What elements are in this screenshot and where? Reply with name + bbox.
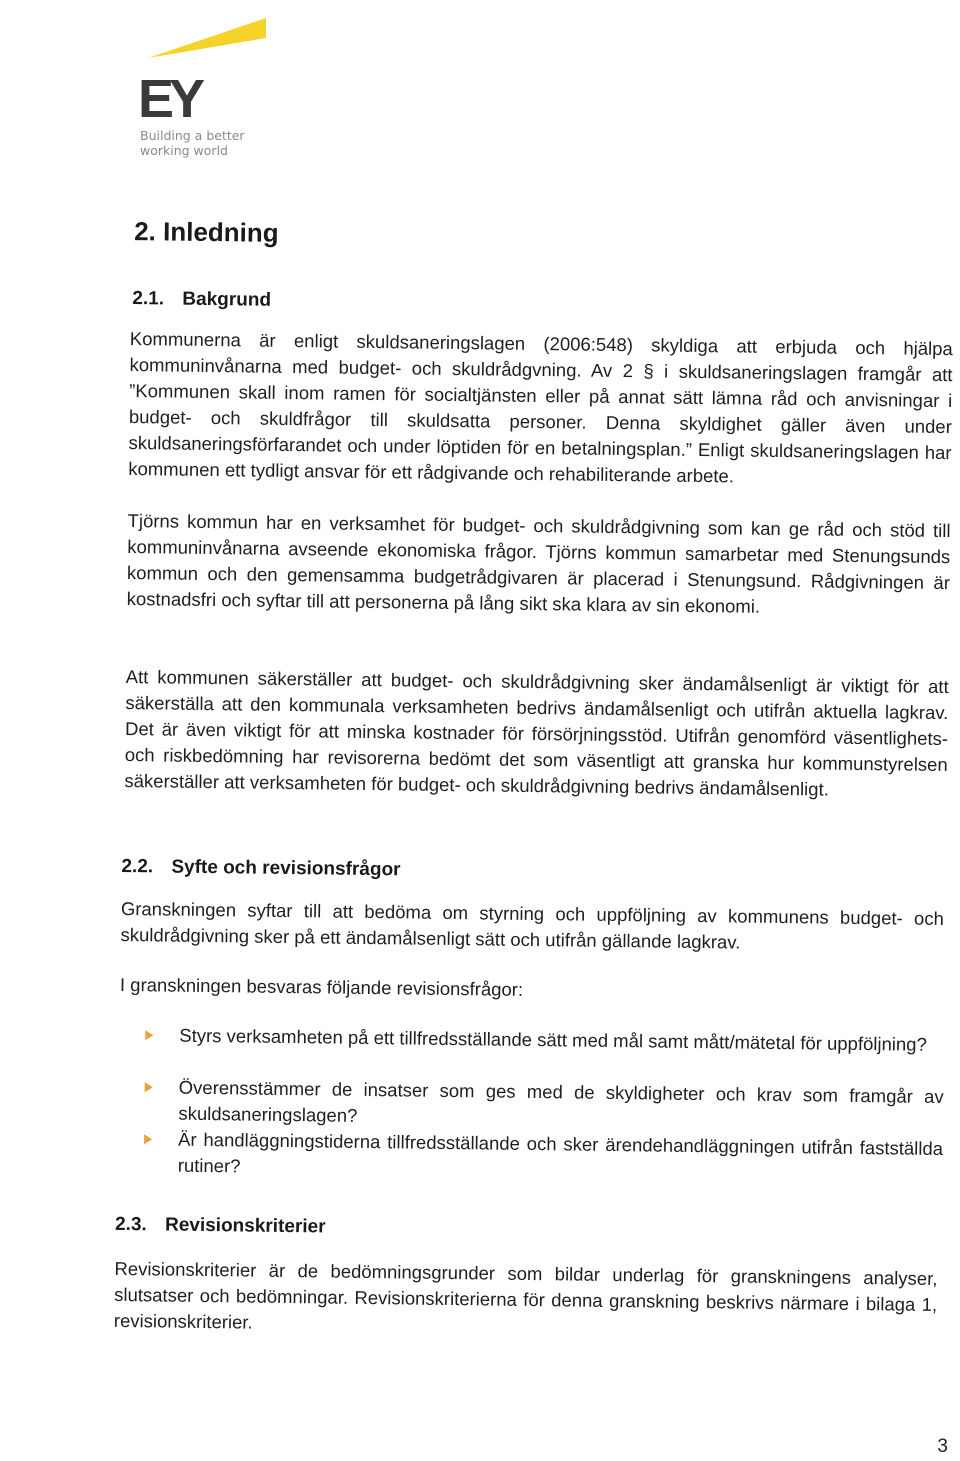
section-title: Inledning <box>162 216 279 248</box>
section-number: 2. <box>133 216 157 247</box>
paragraph-bakgrund-3: Att kommunen säkerställer att budget- och skuldrådgivning sker ändamålsenligt är viktigt för att säkerställa att den kommunala verksamheten bedrivs ändamålsenligt och utifrån aktuella lagkrav. Det är även viktigt för att minska kostnader för försörjningsstöd. Utifrån genomförd väsentlighets- och riskbedömning har revisorerna bedömt det som väsentligt att granska hur kommunstyrelsen säkerställer att verksamheten för budget- och skuldrådgivning bedrivs ändamålsenligt. <box>124 665 949 800</box>
bullet-arrow-icon <box>145 1082 153 1092</box>
subsection-heading-syfte <box>121 856 400 881</box>
page-number: 3 <box>937 1436 948 1457</box>
subsection-title: Syfte och revisionsfrågor <box>171 856 401 881</box>
bullet-arrow-icon <box>144 1134 152 1144</box>
logo-tagline <box>140 128 270 158</box>
logo-beam-icon <box>138 14 268 64</box>
tagline-line-1: Building a better <box>140 128 245 143</box>
tagline-line-2: working world <box>140 143 228 158</box>
subsection-title: Bakgrund <box>182 288 272 311</box>
subsection-number: 2.1. <box>132 288 165 310</box>
paragraph-bakgrund-2: Tjörns kommun har en verksamhet för budget- och skuldrådgivning som kan ge råd och stöd till kommuninvånarna avseende ekonomiska frågor. Tjörns kommun samarbetar med Stenungsunds kommun och den gemensamma budgetrådgivaren är placerad i Stenungsund. Rådgivningen är kostnadsfri och syftar till att personerna på lång sikt ska klara av sin ekonomi. <box>126 510 951 617</box>
section-heading-inledning <box>134 216 279 249</box>
paragraph-bakgrund-1: Kommunerna är enligt skuldsaneringslagen (2006:548) skyldiga att erbjuda och hjälpa kommuninvånarna med budget- och skuldrådgvning. Av 2 § i skuldsaneringslagen framgår att ”Kommunen skall inom ramen för socialtjänsten eller på annat sätt lämna råd och anvisningar i budget- och skuldfrågor till skuldsatta personer. Denna skyldighet gäller även under skuldsaneringsförfarandet och under löptiden för en betalningsplan.” Enligt skuldsaneringslagen har kommunen ett tydligt ansvar för ett rådgivande och rehabiliterande arbete. <box>128 328 953 487</box>
logo-wordmark: EY <box>138 69 201 129</box>
question-text: Överensstämmer de insatser som ges med de skyldigheter och krav som framgår av skuldsaneringslagen? <box>178 1076 944 1126</box>
ey-logo <box>138 14 268 164</box>
question-text: Styrs verksamheten på ett tillfredsställande sätt med mål samt mått/mätetal för uppföljning? <box>179 1024 927 1055</box>
subsection-number: 2.3. <box>114 1213 147 1236</box>
revision-questions-list <box>144 1022 945 1188</box>
bullet-arrow-icon <box>145 1030 153 1040</box>
subsection-heading-bakgrund <box>132 288 271 312</box>
paragraph-revisionskriterier-1: Revisionskriterier är de bedömningsgrunder som bildar underlag för granskningens analyser, slutsatser och bedömningar. Revisionskriterierna för denna granskning beskrivs närmare i bilaga 1, revisionskriterier. <box>113 1257 938 1333</box>
subsection-heading-revisionskriterier <box>115 1214 326 1239</box>
paragraph-syfte-2: I granskningen besvaras följande revisionsfrågor: <box>119 973 524 1000</box>
subsection-number: 2.2. <box>121 855 154 878</box>
subsection-title: Revisionskriterier <box>164 1214 326 1238</box>
question-text: Är handläggningstiderna tillfredsställande och sker ärendehandläggningen utifrån fastställda rutiner? <box>177 1128 944 1177</box>
list-item <box>144 1126 944 1188</box>
paragraph-syfte-1: Granskningen syftar till att bedöma om styrning och uppföljning av kommunens budget- och skuldrådgivning sker på ett ändamålsenligt sätt och utifrån gällande lagkrav. <box>120 897 944 953</box>
